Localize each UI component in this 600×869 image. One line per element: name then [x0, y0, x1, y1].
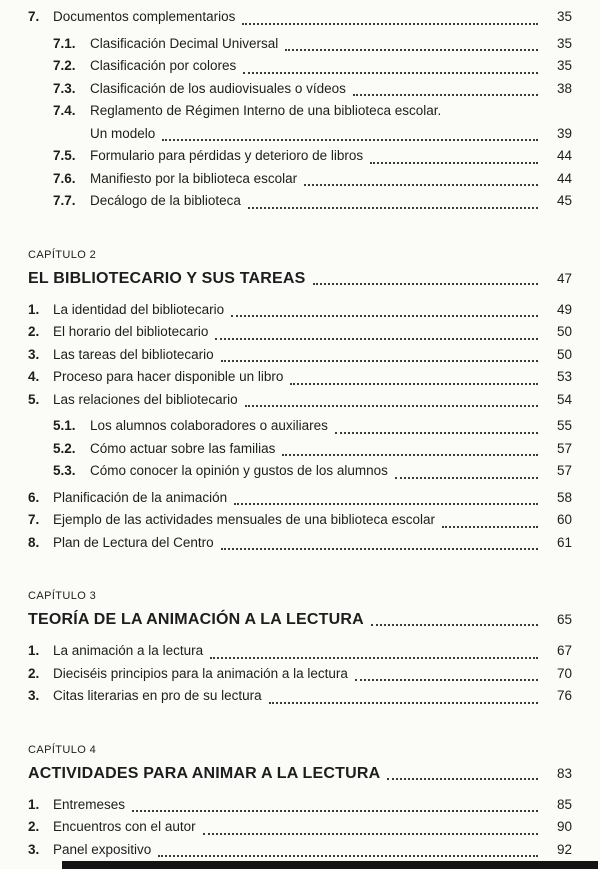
leader-dots: [395, 477, 538, 479]
entry-label: Clasificación Decimal Universal: [90, 35, 279, 51]
toc-entry: [28, 415, 572, 438]
leader-dots: [158, 855, 538, 857]
entry-number: 4.: [28, 369, 40, 384]
toc-entry: [28, 6, 572, 29]
entry-number: 5.1.: [53, 418, 76, 433]
entry-page-number: 35: [556, 58, 572, 73]
entry-label: Cómo actuar sobre las familias: [90, 440, 276, 456]
entry-label: Las relaciones del bibliotecario: [53, 391, 238, 407]
leader-dots: [269, 702, 538, 704]
leader-dots: [245, 405, 538, 407]
entry-page-number: 38: [556, 80, 572, 96]
entry-number: 7.2.: [53, 58, 76, 73]
leader-dots: [203, 833, 538, 835]
toc-entry: [28, 55, 572, 78]
leader-dots: [353, 94, 538, 96]
entry-number: 3.: [28, 688, 40, 703]
entry-page-number: 35: [556, 35, 572, 51]
leader-dots: [290, 383, 538, 385]
entry-label: Decálogo de la biblioteca: [90, 193, 241, 208]
entry-page-number: 50: [556, 346, 572, 362]
entry-label: Ejemplo de las actividades mensuales de una biblioteca escolar: [53, 512, 435, 527]
entry-label-continuation: Un modelo: [90, 125, 156, 141]
entry-number: 7.: [28, 9, 40, 24]
entry-label: Las tareas del bibliotecario: [53, 346, 214, 362]
entry-number: 1.: [28, 643, 40, 658]
leader-dots: [335, 432, 538, 434]
entry-label: El horario del bibliotecario: [53, 324, 209, 339]
entry-label-wrap: [90, 100, 542, 145]
chapter-page-number: 65: [556, 612, 572, 627]
entry-number: 5.3.: [53, 463, 76, 478]
leader-dots: [285, 49, 538, 51]
leader-dots: [313, 283, 538, 285]
leader-dots: [132, 810, 538, 812]
entry-page-number: 61: [556, 534, 572, 550]
leader-dots: [231, 315, 538, 317]
chapter-title: EL BIBLIOTECARIO Y SUS TAREAS: [28, 269, 306, 287]
entry-number: 3.: [28, 841, 40, 857]
entry-page-number: 49: [556, 301, 572, 317]
toc-entry: [28, 344, 572, 367]
toc-section: [28, 249, 572, 555]
entry-page-number: 76: [556, 688, 572, 703]
entry-label: La identidad del bibliotecario: [53, 301, 225, 317]
toc-entry: [28, 460, 572, 483]
entry-label: Formulario para pérdidas y deterioro de libros: [90, 148, 364, 163]
entry-label: La animación a la lectura: [53, 643, 204, 658]
leader-dots: [221, 360, 538, 362]
leader-dots: [282, 454, 538, 456]
entry-label: Cómo conocer la opinión y gustos de los alumnos: [90, 463, 388, 478]
entry-page-number: 35: [556, 9, 572, 24]
leader-dots: [355, 679, 538, 681]
toc-entry: [28, 794, 572, 817]
toc-entry: [28, 816, 572, 839]
entry-page-number: 55: [556, 418, 572, 433]
toc-section: [28, 6, 572, 213]
toc-entry: [28, 100, 572, 145]
entry-page-number: 90: [556, 819, 572, 834]
leader-dots: [387, 778, 538, 780]
entry-page-number: 45: [556, 193, 572, 208]
chapter-title-row: [28, 764, 572, 784]
entry-number: 7.7.: [53, 193, 76, 208]
entry-label: Clasificación de los audiovisuales o vídeos: [90, 80, 346, 96]
entry-label: Dieciséis principios para la animación a la lectura: [53, 665, 348, 681]
toc-section: [28, 744, 572, 862]
entry-label: Panel expositivo: [53, 841, 152, 857]
scan-edge-artifact: [62, 861, 598, 869]
leader-dots: [243, 72, 538, 74]
entry-label: Reglamento de Régimen Interno de una biblioteca escolar.: [90, 103, 442, 118]
toc-entry: [28, 509, 572, 532]
entry-number: 1.: [28, 301, 40, 317]
leader-dots: [304, 184, 538, 186]
leader-dots: [242, 23, 538, 25]
entry-page-number: 53: [556, 369, 572, 384]
toc-sections: [28, 6, 572, 861]
leader-dots: [210, 657, 538, 659]
entry-number: 8.: [28, 534, 40, 550]
chapter-title-row: [28, 610, 572, 630]
entry-page-number: 85: [556, 796, 572, 812]
entry-page-number: 39: [556, 125, 572, 141]
toc-entry: [28, 366, 572, 389]
toc-entry: [28, 685, 572, 708]
leader-dots: [215, 338, 538, 340]
entry-page-number: 57: [556, 463, 572, 478]
entry-label: Plan de Lectura del Centro: [53, 534, 214, 550]
entry-number: 2.: [28, 819, 40, 834]
entry-page-number: 54: [556, 391, 572, 407]
entry-number: 1.: [28, 796, 40, 812]
entry-number: 7.1.: [53, 35, 76, 51]
toc-entry: [28, 839, 572, 862]
entry-label: Manifiesto por la biblioteca escolar: [90, 170, 298, 186]
entry-page-number: 44: [556, 170, 572, 186]
leader-dots: [442, 526, 538, 528]
chapter-label: CAPÍTULO 2: [28, 248, 97, 261]
entry-page-number: 60: [556, 512, 572, 527]
chapter-label: CAPÍTULO 4: [28, 743, 97, 756]
entry-page-number: 67: [556, 643, 572, 658]
entry-label: Planificación de la animación: [53, 489, 228, 505]
entry-number: 7.5.: [53, 148, 76, 163]
toc-entry: [28, 78, 572, 101]
chapter-title: ACTIVIDADES PARA ANIMAR A LA LECTURA: [28, 764, 381, 782]
entry-number: 3.: [28, 346, 40, 362]
toc-entry: [28, 145, 572, 168]
leader-dots: [221, 548, 538, 550]
chapter-title-row: [28, 269, 572, 289]
toc-entry: [28, 321, 572, 344]
entry-number: 2.: [28, 324, 40, 339]
toc-entry: [28, 532, 572, 555]
entry-number: 5.2.: [53, 440, 76, 456]
entry-label: Clasificación por colores: [90, 58, 237, 73]
toc-entry: [28, 389, 572, 412]
entry-label: Documentos complementarios: [53, 9, 236, 24]
entry-label: Proceso para hacer disponible un libro: [53, 369, 284, 384]
toc-entry: [28, 487, 572, 510]
entry-page-number: 70: [556, 665, 572, 681]
entry-number: 7.4.: [53, 103, 76, 118]
chapter-page-number: 47: [556, 270, 572, 286]
entry-number: 7.3.: [53, 80, 76, 96]
toc-entry: [28, 438, 572, 461]
chapter-label: CAPÍTULO 3: [28, 590, 97, 602]
entry-page-number: 92: [556, 841, 572, 857]
entry-page-number: 50: [556, 324, 572, 339]
toc-entry: [28, 663, 572, 686]
leader-dots: [162, 139, 538, 141]
entry-label: Citas literarias en pro de su lectura: [53, 688, 262, 703]
toc-entry: [28, 168, 572, 191]
leader-dots: [248, 207, 538, 209]
toc-entry: [28, 33, 572, 56]
chapter-page-number: 83: [556, 765, 572, 781]
entry-number: 7.: [28, 512, 40, 527]
toc-entry: [28, 640, 572, 663]
entry-number: 2.: [28, 665, 40, 681]
toc-entry: [28, 190, 572, 213]
entry-number: 5.: [28, 391, 40, 407]
entry-number: 6.: [28, 489, 40, 505]
entry-page-number: 57: [556, 440, 572, 456]
entry-number: 7.6.: [53, 170, 76, 186]
entry-page-number: 58: [556, 489, 572, 505]
toc-entry: [28, 299, 572, 322]
chapter-title: TEORÍA DE LA ANIMACIÓN A LA LECTURA: [28, 611, 364, 628]
entry-label: Entremeses: [53, 796, 126, 812]
leader-dots: [234, 503, 538, 505]
leader-dots: [370, 162, 538, 164]
entry-label: Los alumnos colaboradores o auxiliares: [90, 418, 328, 433]
toc-section: [28, 590, 572, 708]
entry-label: Encuentros con el autor: [53, 819, 196, 834]
entry-label-line2: [90, 123, 542, 146]
leader-dots: [371, 624, 538, 626]
entry-page-number: 44: [556, 148, 572, 163]
